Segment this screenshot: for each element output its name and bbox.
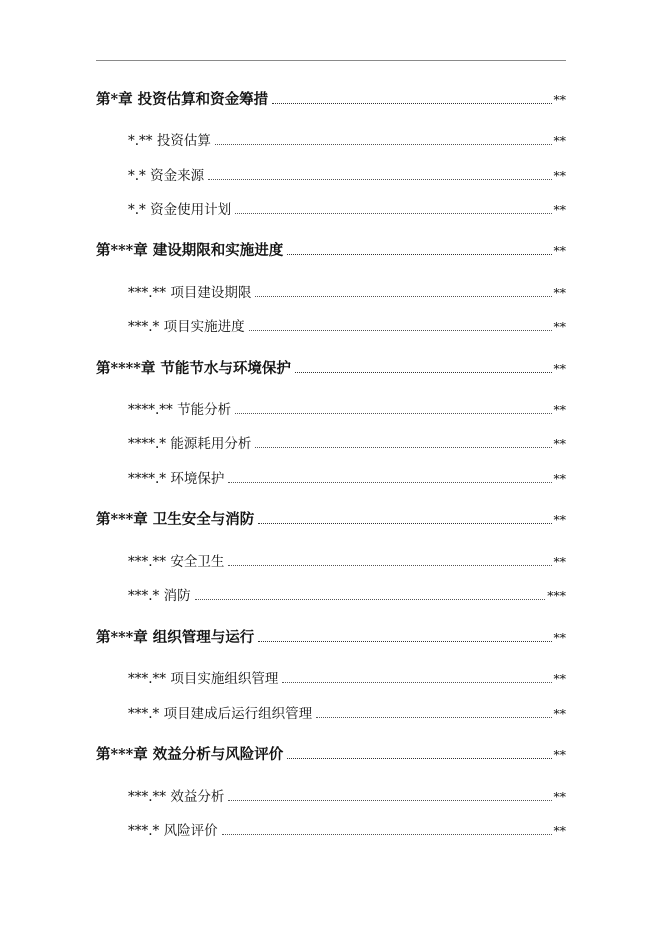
toc-page-number: **: [553, 630, 566, 645]
toc-chapter-11[interactable]: [96, 626, 566, 646]
toc-entry-label: 第***章 卫生安全与消防: [96, 511, 255, 528]
dot-leader: [235, 413, 551, 414]
toc-entry-label: ***.* 风险评价: [128, 823, 218, 839]
toc-chapter-10[interactable]: [96, 508, 566, 528]
toc-page-number: **: [553, 133, 566, 148]
toc-entry-label: ***.** 安全卫生: [128, 554, 225, 570]
toc-chapter-7[interactable]: [96, 88, 566, 108]
toc-section-12-1[interactable]: [128, 785, 566, 805]
header-rule: [96, 60, 566, 61]
toc-page-number: **: [553, 706, 566, 721]
dot-leader: [282, 682, 551, 683]
toc-page-number: **: [553, 168, 566, 183]
toc-section-7-1[interactable]: [128, 129, 566, 149]
toc-page-number: **: [553, 402, 566, 417]
toc-section-12-2[interactable]: [128, 819, 566, 839]
dot-leader: [255, 447, 551, 448]
toc-chapter-12[interactable]: [96, 743, 566, 763]
toc-section-9-3[interactable]: [128, 467, 566, 487]
toc-page-number: **: [553, 789, 566, 804]
toc-section-7-2[interactable]: [128, 164, 566, 184]
dot-leader: [235, 213, 551, 214]
toc-entry-label: 第***章 效益分析与风险评价: [96, 746, 284, 763]
dot-leader: [258, 641, 551, 642]
toc-page-number: **: [553, 202, 566, 217]
toc-entry-label: 第****章 节能节水与环境保护: [96, 360, 291, 377]
toc-entry-label: ****.* 能源耗用分析: [128, 436, 252, 452]
dot-leader: [228, 482, 551, 483]
toc-page-number: **: [553, 747, 566, 762]
dot-leader: [258, 523, 551, 524]
toc-page-number: **: [553, 554, 566, 569]
toc-entry-label: ***.* 项目建成后运行组织管理: [128, 706, 313, 722]
toc-entry-label: *.** 投资估算: [128, 133, 211, 149]
dot-leader: [215, 144, 552, 145]
toc-section-8-2[interactable]: [128, 315, 566, 335]
toc-section-9-2[interactable]: [128, 432, 566, 452]
toc-section-10-1[interactable]: [128, 550, 566, 570]
toc-entry-label: 第*章 投资估算和资金筹措: [96, 91, 269, 108]
dot-leader: [295, 372, 552, 373]
toc-page-number: **: [553, 471, 566, 486]
toc-section-10-2[interactable]: [128, 584, 566, 604]
toc-page-number: **: [553, 319, 566, 334]
toc-page-number: **: [553, 436, 566, 451]
dot-leader: [287, 254, 551, 255]
toc-chapter-9[interactable]: [96, 357, 566, 377]
dot-leader: [287, 758, 551, 759]
toc-page-number: **: [553, 92, 566, 107]
toc-entry-label: 第***章 建设期限和实施进度: [96, 242, 284, 259]
toc-chapter-8[interactable]: [96, 239, 566, 259]
dot-leader: [228, 800, 551, 801]
toc-page-number: ***: [547, 588, 566, 603]
dot-leader: [222, 834, 552, 835]
toc-entry-label: ****.** 节能分析: [128, 402, 232, 418]
toc-entry-label: ***.** 效益分析: [128, 789, 225, 805]
dot-leader: [316, 717, 551, 718]
toc-page-number: **: [553, 823, 566, 838]
toc-entry-label: ****.* 环境保护: [128, 471, 225, 487]
toc-entry-label: 第***章 组织管理与运行: [96, 629, 255, 646]
toc-entry-label: ***.** 项目实施组织管理: [128, 671, 279, 687]
dot-leader: [272, 103, 551, 104]
toc-page-number: **: [553, 243, 566, 258]
toc-section-9-1[interactable]: [128, 398, 566, 418]
toc-page-number: **: [553, 361, 566, 376]
dot-leader: [208, 179, 551, 180]
toc-entry-label: *.* 资金使用计划: [128, 202, 232, 218]
dot-leader: [195, 599, 546, 600]
dot-leader: [249, 330, 552, 331]
toc-page-number: **: [553, 671, 566, 686]
dot-leader: [255, 296, 551, 297]
toc-entry-label: ***.* 消防: [128, 588, 191, 604]
toc-section-7-3[interactable]: [128, 198, 566, 218]
toc-page-number: **: [553, 285, 566, 300]
toc-entry-label: *.* 资金来源: [128, 168, 205, 184]
toc-page-number: **: [553, 512, 566, 527]
toc-section-8-1[interactable]: [128, 281, 566, 301]
toc-section-11-2[interactable]: [128, 702, 566, 722]
dot-leader: [228, 565, 551, 566]
toc-entry-label: ***.** 项目建设期限: [128, 285, 252, 301]
toc-entry-label: ***.* 项目实施进度: [128, 319, 245, 335]
toc-section-11-1[interactable]: [128, 667, 566, 687]
